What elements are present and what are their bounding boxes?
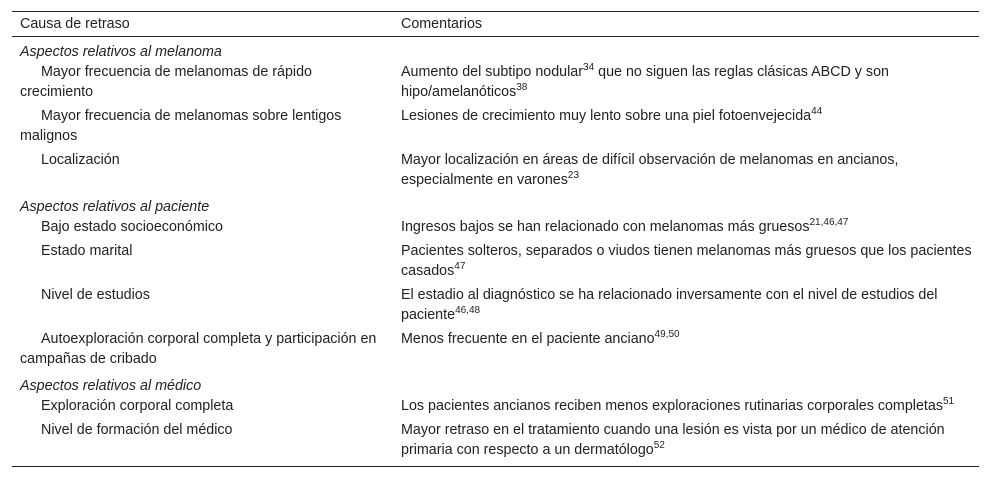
- table-row: [12, 217, 979, 241]
- cause-cell: Mayor frecuencia de melanomas de rápido crecimiento: [20, 64, 312, 100]
- comment-cell: El estadio al diagnóstico se ha relacionado inversamente con el nivel de estudios del paciente$^{46,48}$: [401, 287, 938, 323]
- comment-cell: Ingresos bajos se han relacionado con melanomas más gruesos$^{21,46,47}$: [401, 217, 849, 235]
- cause-cell: Localización: [41, 152, 120, 168]
- comment-cell: Los pacientes ancianos reciben menos exploraciones rutinarias corporales completas$^{51}$: [401, 396, 955, 414]
- delay-causes-table: [12, 11, 979, 467]
- section-row: [12, 194, 979, 217]
- cause-cell: Estado marital: [41, 243, 133, 259]
- table-container: [12, 11, 979, 467]
- cause-cell: Exploración corporal completa: [41, 398, 234, 414]
- table-row: [12, 241, 979, 285]
- header-cause: Causa de retraso: [12, 12, 393, 37]
- comment-cell: Aumento del subtipo nodular$^{34}$ que no siguen las reglas clásicas ABCD y son hipo/amelanóticos$^{38}$: [401, 62, 889, 100]
- table-row: [12, 62, 979, 106]
- table-header-row: [12, 12, 979, 37]
- section-row: [12, 37, 979, 63]
- comment-cell: Lesiones de crecimiento muy lento sobre una piel fotoenvejecida$^{44}$: [401, 106, 823, 124]
- cause-cell: Bajo estado socioeconómico: [41, 219, 223, 235]
- table-row: [12, 329, 979, 373]
- cause-cell: Autoexploración corporal completa y participación en campañas de cribado: [20, 331, 377, 367]
- section-title: Aspectos relativos al melanoma: [20, 44, 222, 60]
- cause-cell: Mayor frecuencia de melanomas sobre lentigos malignos: [20, 108, 342, 144]
- section-title: Aspectos relativos al médico: [20, 378, 202, 394]
- table-row: [12, 150, 979, 194]
- table-row: [12, 106, 979, 150]
- section-row: [12, 373, 979, 396]
- table-row: [12, 285, 979, 329]
- comment-cell: Menos frecuente en el paciente anciano$^{49,50}$: [401, 329, 680, 347]
- header-comments: Comentarios: [393, 12, 979, 37]
- comment-cell: Pacientes solteros, separados o viudos tienen melanomas más gruesos que los pacientes casados$^{47}$: [401, 243, 972, 279]
- table-row: [12, 420, 979, 467]
- comment-cell: Mayor localización en áreas de difícil observación de melanomas en ancianos, especialmente en varones$^{23}$: [401, 152, 899, 188]
- table-row: [12, 396, 979, 420]
- cause-cell: Nivel de formación del médico: [12, 420, 393, 467]
- cause-cell: Nivel de estudios: [41, 287, 150, 303]
- comment-cell: Mayor retraso en el tratamiento cuando una lesión es vista por un médico de atención primaria con respecto a un dermatólogo$^{52}$: [393, 420, 979, 467]
- section-title: Aspectos relativos al paciente: [20, 199, 210, 215]
